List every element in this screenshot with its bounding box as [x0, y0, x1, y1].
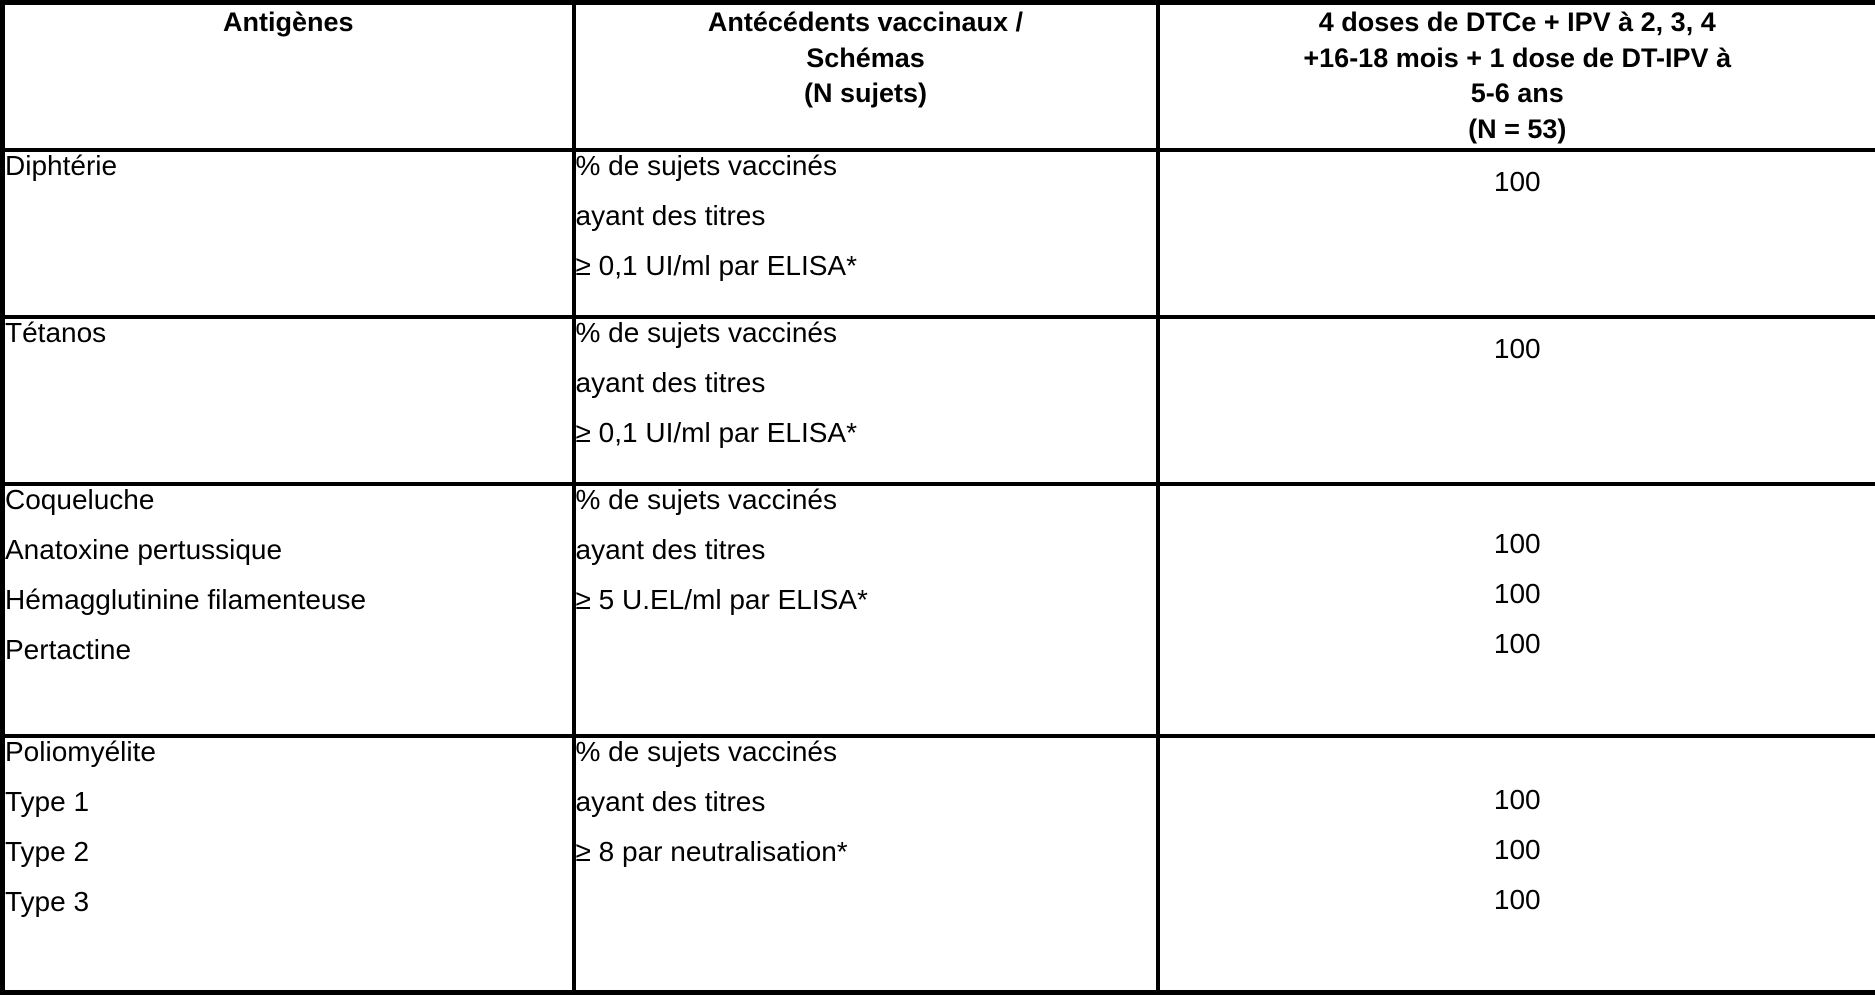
- table-header: [3, 3, 1875, 150]
- cell-schema-diphterie: [574, 150, 1158, 317]
- cell-schema-tetanos: [574, 317, 1158, 484]
- column-header-schedule-line-3: 5-6 ans: [1470, 78, 1564, 109]
- schema-line: ayant des titres: [575, 534, 766, 566]
- antigen-sublabel: Type 1: [5, 785, 90, 817]
- result-value: 100: [1493, 528, 1541, 560]
- cell-schema-coqueluche: [574, 484, 1158, 735]
- schema-line: ayant des titres: [575, 785, 766, 817]
- antigen-label: Diphtérie: [5, 149, 118, 181]
- column-header-schemas-line-2: Schémas: [806, 42, 925, 73]
- column-header-schemas-line-3: (N sujets): [803, 78, 928, 109]
- column-header-schedule-line-2: +16-18 mois + 1 dose de DT-IPV à: [1303, 42, 1732, 73]
- schema-line: % de sujets vaccinés: [575, 316, 837, 348]
- cell-result-poliomyelite: [1158, 736, 1875, 993]
- column-header-antigenes-line-1: Antigènes: [222, 7, 354, 37]
- result-value: 100: [1493, 332, 1541, 364]
- table-row: [3, 317, 1875, 484]
- table-body: [3, 150, 1875, 993]
- antigen-sublabel: Type 3: [5, 885, 90, 917]
- result-value: 100: [1493, 833, 1541, 865]
- cell-antigen-diphterie: [3, 150, 574, 317]
- column-header-schemas-line-1: Antécédents vaccinaux /: [707, 7, 1024, 37]
- schema-line: ayant des titres: [575, 199, 766, 231]
- cell-schema-poliomyelite: [574, 736, 1158, 993]
- table-header-row: [3, 3, 1875, 150]
- schema-line: % de sujets vaccinés: [575, 735, 837, 767]
- cell-result-coqueluche: [1158, 484, 1875, 735]
- antigen-label: Poliomyélite: [5, 735, 156, 767]
- antigen-sublabel: Hémagglutinine filamenteuse: [5, 584, 367, 616]
- result-value: 100: [1493, 165, 1541, 197]
- cell-antigen-poliomyelite: [3, 736, 574, 993]
- schema-line: ≥ 0,1 UI/ml par ELISA*: [575, 416, 857, 448]
- schema-line: ayant des titres: [575, 366, 766, 398]
- table-row: [3, 736, 1875, 993]
- schema-line: ≥ 8 par neutralisation*: [575, 835, 848, 867]
- table-row: [3, 150, 1875, 317]
- schema-line: % de sujets vaccinés: [575, 484, 837, 516]
- column-header-schedule-line-4: (N = 53): [1468, 113, 1567, 144]
- table-row: [3, 484, 1875, 735]
- result-value: 100: [1493, 883, 1541, 915]
- antigen-sublabel: Anatoxine pertussique: [5, 534, 283, 566]
- result-value: 100: [1493, 783, 1541, 815]
- antigen-label: Tétanos: [5, 316, 107, 348]
- result-value: 100: [1493, 578, 1541, 610]
- cell-antigen-tetanos: [3, 317, 574, 484]
- antigen-label: Coqueluche: [5, 484, 155, 516]
- column-header-schemas: [574, 3, 1158, 150]
- cell-antigen-coqueluche: [3, 484, 574, 735]
- cell-result-tetanos: [1158, 317, 1875, 484]
- schema-line: ≥ 5 U.EL/ml par ELISA*: [575, 584, 868, 616]
- antigen-sublabel: Pertactine: [5, 634, 132, 666]
- antigen-sublabel: Type 2: [5, 835, 90, 867]
- schema-line: % de sujets vaccinés: [575, 149, 837, 181]
- schema-line: ≥ 0,1 UI/ml par ELISA*: [575, 249, 857, 281]
- result-value: 100: [1493, 628, 1541, 660]
- column-header-antigenes: [3, 3, 574, 150]
- column-header-schedule-line-1: 4 doses de DTCe + IPV à 2, 3, 4: [1318, 7, 1716, 37]
- column-header-vaccination-schedule: [1158, 3, 1875, 150]
- cell-result-diphterie: [1158, 150, 1875, 317]
